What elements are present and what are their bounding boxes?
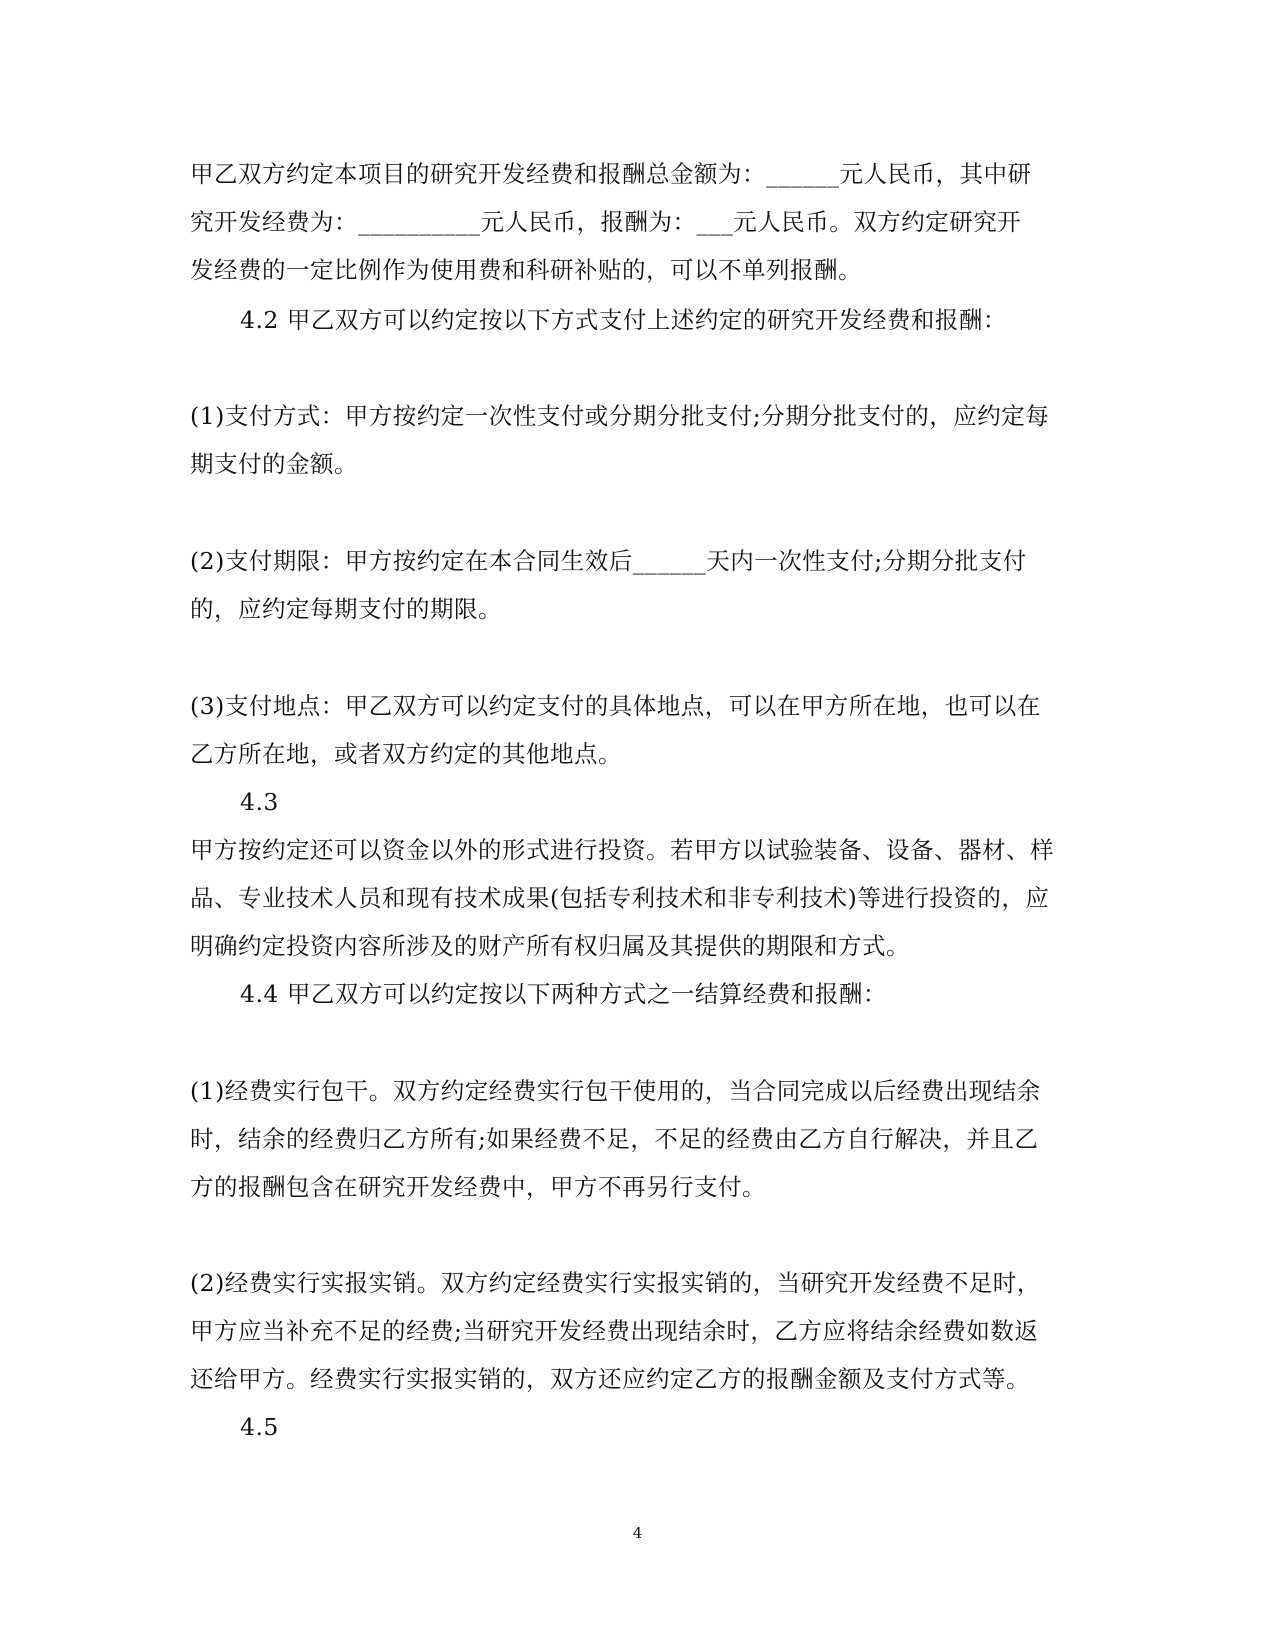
text-line: 究开发经费为：__________元人民币，报酬为：___元人民币。双方约定研究开 bbox=[190, 208, 1022, 236]
text-line: (2)支付期限：甲方按约定在本合同生效后______天内一次性支付;分期分批支付 bbox=[190, 547, 1027, 575]
text-line: 乙方所在地，或者双方约定的其他地点。 bbox=[190, 740, 622, 768]
text-line: (3)支付地点：甲乙双方可以约定支付的具体地点，可以在甲方所在地，也可以在 bbox=[190, 692, 1041, 720]
text-line: 甲乙双方约定本项目的研究开发经费和报酬总金额为：______元人民币，其中研 bbox=[190, 160, 1032, 188]
text-line: 发经费的一定比例作为使用费和科研补贴的，可以不单列报酬。 bbox=[190, 256, 862, 284]
text-line: 明确约定投资内容所涉及的财产所有权归属及其提供的期限和方式。 bbox=[190, 932, 910, 960]
text-line: 时，结余的经费归乙方所有;如果经费不足，不足的经费由乙方自行解决，并且乙 bbox=[190, 1125, 1039, 1153]
text-line: 的，应约定每期支付的期限。 bbox=[190, 595, 502, 623]
section-heading-4-4: 4.4 甲乙双方可以约定按以下两种方式之一结算经费和报酬： bbox=[240, 980, 887, 1008]
text-line: 方的报酬包含在研究开发经费中，甲方不再另行支付。 bbox=[190, 1173, 766, 1201]
text-line: 甲方应当补充不足的经费;当研究开发经费出现结余时，乙方应将结余经费如数返 bbox=[190, 1317, 1039, 1345]
text-line: (1)支付方式：甲方按约定一次性支付或分期分批支付;分期分批支付的，应约定每 bbox=[190, 402, 1050, 430]
section-heading-4-3: 4.3 bbox=[240, 788, 279, 816]
page-number: 4 bbox=[632, 1524, 643, 1542]
section-heading-4-2: 4.2 甲乙双方可以约定按以下方式支付上述约定的研究开发经费和报酬： bbox=[240, 306, 1007, 334]
text-line: 期支付的金额。 bbox=[190, 450, 358, 478]
text-line: 甲方按约定还可以资金以外的形式进行投资。若甲方以试验装备、设备、器材、样 bbox=[190, 836, 1054, 864]
text-line: 还给甲方。经费实行实报实销的，双方还应约定乙方的报酬金额及支付方式等。 bbox=[190, 1365, 1030, 1393]
text-line: (1)经费实行包干。双方约定经费实行包干使用的，当合同完成以后经费出现结余 bbox=[190, 1077, 1041, 1105]
text-line: 品、专业技术人员和现有技术成果(包括专利技术和非专利技术)等进行投资的，应 bbox=[190, 884, 1050, 912]
section-heading-4-5: 4.5 bbox=[240, 1413, 279, 1441]
text-line: (2)经费实行实报实销。双方约定经费实行实报实销的，当研究开发经费不足时， bbox=[190, 1269, 1041, 1297]
